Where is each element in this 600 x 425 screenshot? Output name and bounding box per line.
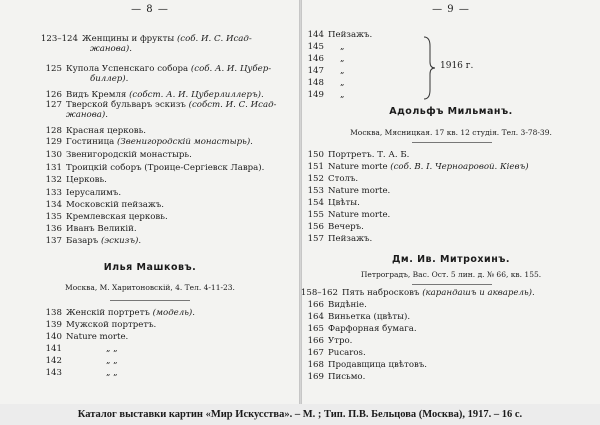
catalog-entry-continued: биллер). <box>90 74 129 84</box>
artist-heading: Адольфъ Мильманъ. <box>389 106 513 117</box>
catalog-entry-continued: жанова). <box>66 110 108 120</box>
catalog-entry: 137 Базаръ (эскизъ). <box>45 236 142 246</box>
source-caption: Каталог выставки картин «Мир Искусства». – М. ; Тип. П.В. Бельцова (Москва), 1917. – 16 с. <box>0 404 600 425</box>
catalog-entry: 132 Церковь. <box>45 175 107 185</box>
catalog-entry: 140 Nature morte. <box>45 332 129 342</box>
catalog-entry: 135 Кремлевская церковь. <box>45 212 168 222</box>
artist-address: Москва, Мясницкая. 17 кв. 12 студія. Тел. 3-78-39. <box>350 128 552 137</box>
catalog-entry: 146 „ <box>307 54 345 64</box>
catalog-entry: 130 Звенигородскій монастырь. <box>45 150 192 160</box>
catalog-entry: 166 Видѣніе. <box>307 300 367 310</box>
catalog-entry: 136 Иванъ Великій. <box>45 224 137 234</box>
year-label: 1916 г. <box>440 61 474 71</box>
catalog-entry: 164 Виньетка (цвѣты). <box>307 312 411 322</box>
catalog-entry: 151 Nature morte (соб. В. І. Черноаровой. Кіевъ) <box>307 162 529 172</box>
catalog-entry: 138 Женскій портретъ (модель). <box>45 308 195 318</box>
catalog-entry: 149 „ <box>307 90 345 100</box>
catalog-entry: 128 Красная церковь. <box>45 126 146 136</box>
artist-address: Петроградъ, Вас. Ост. 5 лин. д. № 66, кв. 155. <box>360 270 542 279</box>
artist-heading: Дм. Ив. Митрохинъ. <box>391 254 511 265</box>
artist-heading: Илья Машковъ. <box>103 262 197 273</box>
catalog-entry: 168 Продавщица цвѣтовъ. <box>307 360 428 370</box>
catalog-entry: 145 „ <box>307 42 345 52</box>
catalog-entry: 155 Nature morte. <box>307 210 391 220</box>
catalog-entry: 158–162 Пять набросковъ (карандашъ и акварель). <box>300 288 535 298</box>
page-number: — 8 — <box>131 4 169 15</box>
catalog-entry: 156 Вечеръ. <box>307 222 364 232</box>
catalog-entry: 134 Московскій пейзажъ. <box>45 200 165 210</box>
catalog-entry: 167 Pucaros. <box>307 348 366 358</box>
catalog-entry: 133 Іерусалимъ. <box>45 188 122 198</box>
catalog-entry: 148 „ <box>307 78 345 88</box>
catalog-entry: 157 Пейзажъ. <box>307 234 373 244</box>
divider <box>412 142 492 143</box>
catalog-entry: 129 Гостиница (Звенигородскій монастырь). <box>45 137 253 147</box>
catalog-entry: 165 Фарфорная бумага. <box>307 324 417 334</box>
catalog-entry: 123–124 Женщины и фрукты (соб. И. С. Исад- <box>40 34 252 44</box>
catalog-entry: 153 Nature morte. <box>307 186 391 196</box>
catalog-entry: 131 Троицкій соборъ (Троице-Сергіевск Лавра). <box>45 163 265 173</box>
page-number: — 9 — <box>432 4 470 15</box>
catalog-entry: 127 Тверской бульваръ эскизъ (собст. И. С. Исад- <box>45 100 277 110</box>
brace-icon <box>422 36 436 100</box>
catalog-entry: 154 Цвѣты. <box>307 198 360 208</box>
catalog-entry: 143 „ „ <box>45 368 118 378</box>
catalog-entry-continued: жанова). <box>90 44 132 54</box>
catalog-entry: 166 Утро. <box>307 336 353 346</box>
catalog-entry: 152 Столъ. <box>307 174 359 184</box>
divider <box>110 300 190 301</box>
catalog-entry: 142 „ „ <box>45 356 118 366</box>
catalog-entry: 150 Портретъ. Т. А. Б. <box>307 150 410 160</box>
left-page <box>0 0 300 404</box>
catalog-entry: 169 Письмо. <box>307 372 366 382</box>
catalog-entry: 139 Мужской портретъ. <box>45 320 157 330</box>
catalog-entry: 141 „ „ <box>45 344 118 354</box>
artist-address: Москва, М. Харитоновскій, 4. Тел. 4-11-23. <box>65 283 235 292</box>
catalog-entry: 126 Видъ Кремля (собст. А. И. Цуберлиллеръ). <box>45 90 264 100</box>
catalog-entry: 125 Купола Успенскаго собора (соб. А. И. Цубер- <box>45 64 272 74</box>
right-page <box>302 0 600 404</box>
catalog-entry: 147 „ <box>307 66 345 76</box>
catalog-entry: 144 Пейзажъ. <box>307 30 373 40</box>
divider <box>412 284 492 285</box>
